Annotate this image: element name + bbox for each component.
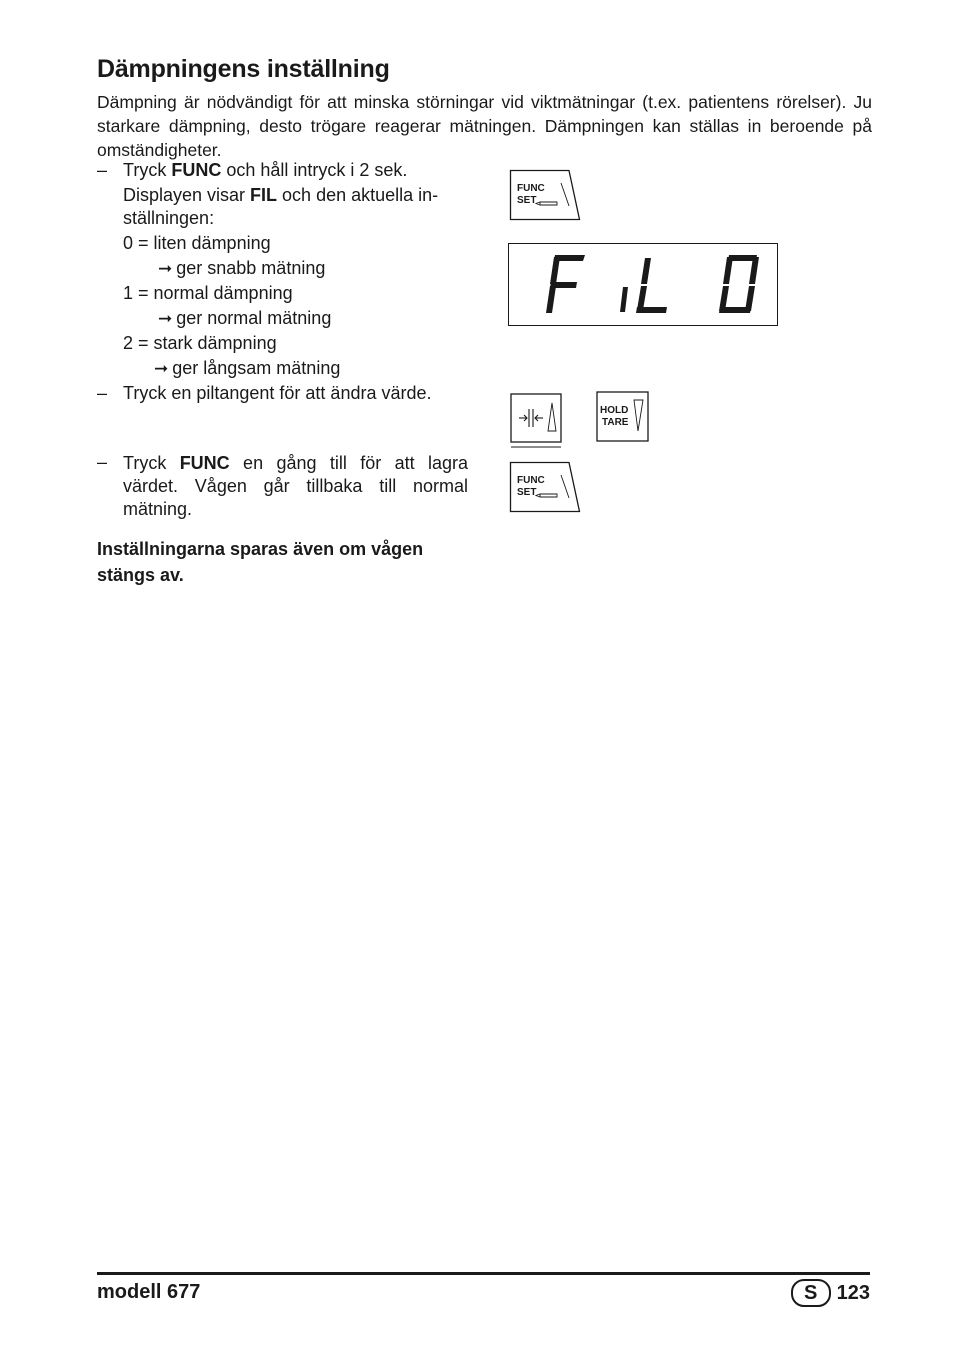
lcd-display (508, 243, 778, 326)
footer-model: modell 677 (97, 1281, 201, 1303)
arrow-icon: ➞ (154, 359, 169, 378)
list-dash: – (97, 160, 108, 180)
step1-line2 (123, 185, 438, 206)
func-set-key[interactable] (509, 169, 581, 221)
func-set-key-2[interactable] (509, 461, 581, 513)
step1-line2-pre: Displayen visar (123, 185, 251, 205)
tare-label: TARE (602, 417, 629, 428)
footer-rule (97, 1272, 870, 1275)
step1-line2-post: och den aktuella in- (277, 185, 439, 205)
step1-line1 (123, 160, 407, 181)
option-2-result-text: ger långsam mätning (172, 358, 341, 378)
step1-pre: Tryck (123, 160, 172, 180)
set-label: SET (517, 487, 537, 498)
func-label: FUNC (517, 475, 545, 486)
up-arrow-icon (548, 403, 556, 431)
language-badge: S (791, 1279, 831, 1307)
arrow-icon: ➞ (158, 309, 173, 328)
option-0-result-text: ger snabb mätning (176, 258, 326, 278)
enter-arrow-icon (540, 494, 557, 497)
step1-post: och håll intryck i 2 sek. (221, 160, 408, 180)
step3-key: FUNC (179, 453, 230, 473)
step1-line3: ställningen: (123, 208, 215, 228)
option-2-label: 2 = stark dämpning (123, 333, 277, 353)
step1-line2-key: FIL (250, 185, 278, 205)
list-dash: – (97, 452, 108, 472)
down-arrow-icon (634, 400, 643, 431)
option-1-label: 1 = normal dämpning (123, 283, 293, 303)
note-bold: Inställningarna sparas även om vågen stängs av. (97, 539, 424, 585)
option-2-result (154, 358, 340, 379)
hold-tare-key[interactable] (596, 391, 650, 443)
enter-arrow-icon (540, 202, 557, 205)
step3-post: en gång till för att lagra värdet. Vågen går tillbaka till normal mätning. (123, 453, 468, 519)
hold-label: HOLD (600, 405, 629, 416)
step3-pre: Tryck (123, 453, 180, 473)
step3-text (123, 452, 468, 521)
footer-page (791, 1279, 870, 1307)
zero-arrow-key[interactable] (510, 393, 563, 449)
func-label: FUNC (517, 183, 545, 194)
step1-key: FUNC (171, 160, 222, 180)
option-0-result (158, 258, 325, 279)
arrow-icon: ➞ (158, 259, 173, 278)
option-0-label: 0 = liten dämpning (123, 233, 271, 253)
option-1-result-text: ger normal mätning (176, 308, 332, 328)
step2-text: Tryck en piltangent för att ändra värde. (123, 383, 432, 403)
lcd-segments (509, 244, 777, 325)
list-dash: – (97, 383, 108, 403)
page-title: Dämpningens inställning (97, 55, 390, 83)
zero-icon (519, 409, 543, 427)
page-number: 123 (836, 1281, 870, 1304)
intro-paragraph: Dämpning är nödvändigt för att minska störningar vid viktmätningar (t.ex. patientens rörelser). Ju starkare dämpning, desto trögare reagerar mätningen. Dämpningen kan ställas in beroende på omständigheter. (97, 92, 872, 160)
set-label: SET (517, 195, 537, 206)
option-1-result (158, 308, 331, 329)
